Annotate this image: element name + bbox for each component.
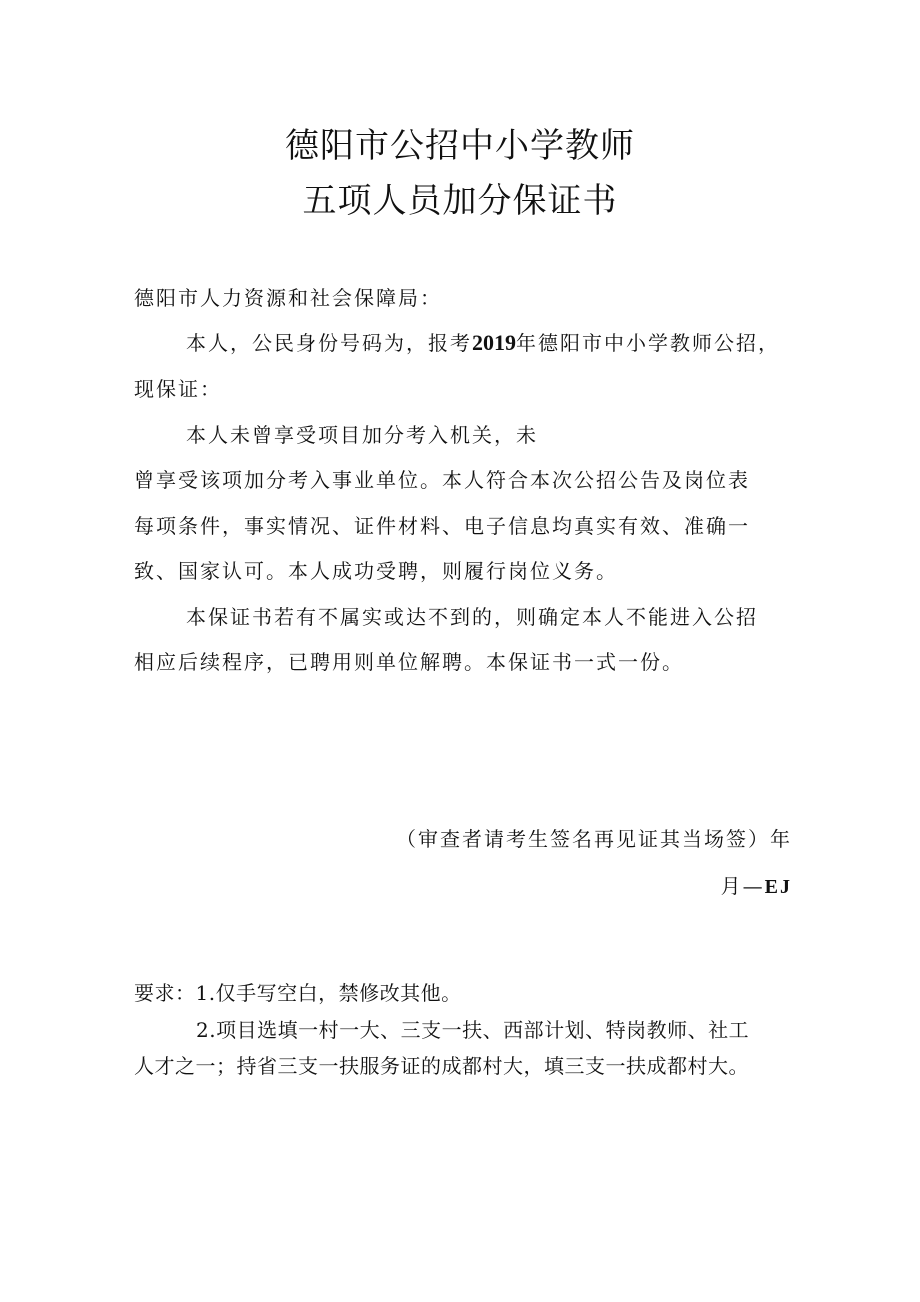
paragraph-2-line-4: 致、国家认可。本人成功受聘，则履行岗位义务。 xyxy=(134,559,618,583)
requirements-line-1: 要求：1.仅手写空白，禁修改其他。 xyxy=(134,981,462,1005)
paragraph-1-year: 2019 xyxy=(472,330,516,355)
date-line-text: 月— xyxy=(720,874,765,898)
paragraph-1-line-2: 现保证： xyxy=(134,377,222,401)
paragraph-1-line-1 xyxy=(186,329,780,357)
paragraph-2-line-3: 每项条件，事实情况、证件材料、电子信息均真实有效、准确一 xyxy=(134,514,750,538)
paragraph-2-line-1: 本人未曾享受项目加分考入机关，未 xyxy=(186,423,538,447)
paragraph-3-line-2: 相应后续程序，已聘用则单位解聘。本保证书一式一份。 xyxy=(134,650,684,674)
document-title-line-1: 德阳市公招中小学教师 xyxy=(285,126,635,166)
requirements-line-3: 人才之一；持省三支一扶服务证的成都村大，填三支一扶成都村大。 xyxy=(134,1054,749,1078)
paragraph-2-line-2: 曾享受该项加分考入事业单位。本人符合本次公招公告及岗位表 xyxy=(134,468,750,492)
salutation: 德阳市人力资源和社会保障局： xyxy=(134,286,442,310)
date-line xyxy=(721,872,792,901)
signature-line: （审查者请考生签名再见证其当场签）年 xyxy=(396,827,792,851)
requirements-line-2: 2.项目选填一村一大、三支一扶、西部计划、特岗教师、社工 xyxy=(196,1018,750,1042)
document-title-line-2: 五项人员加分保证书 xyxy=(302,181,618,221)
paragraph-1-text-b: 年德阳市中小学教师公招， xyxy=(516,331,780,355)
date-line-marker: EJ xyxy=(764,876,792,898)
paragraph-3-line-1: 本保证书若有不属实或达不到的，则确定本人不能进入公招 xyxy=(186,605,758,629)
paragraph-1-text-a: 本人，公民身份号码为，报考 xyxy=(186,331,472,355)
